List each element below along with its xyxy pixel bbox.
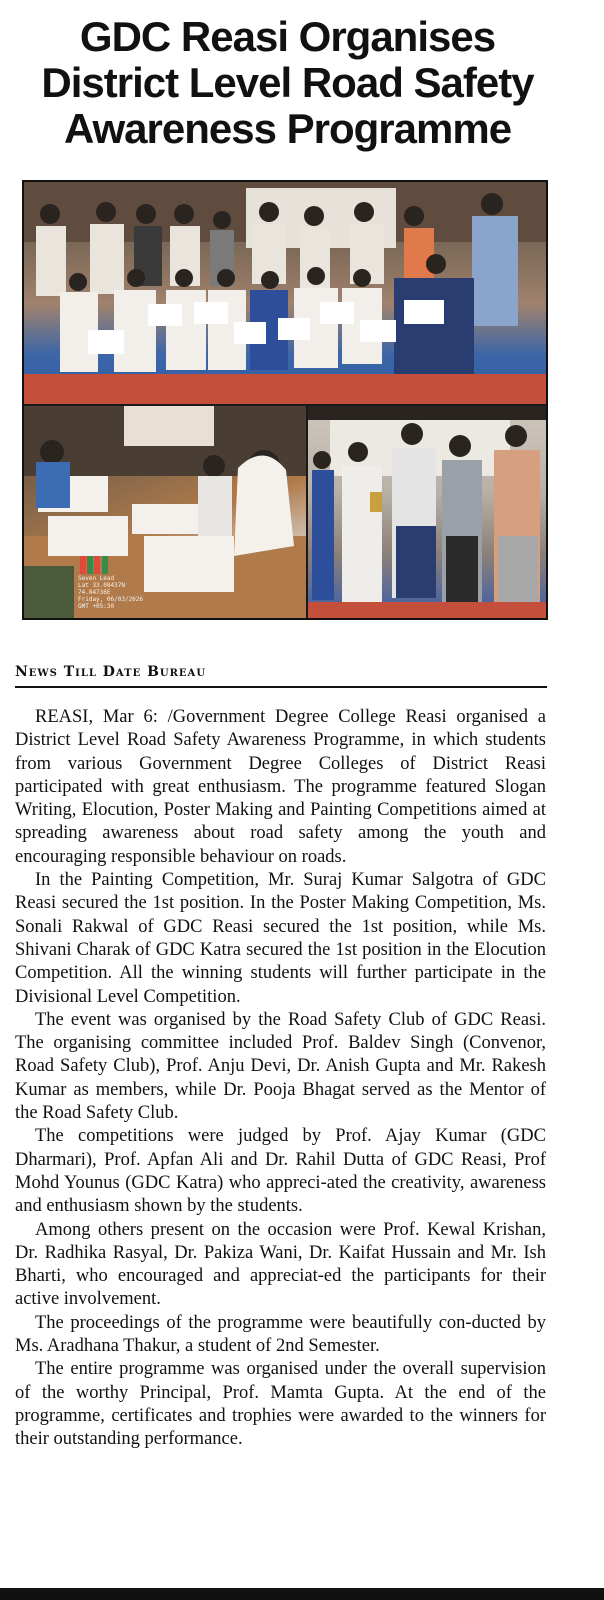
article-paragraph: The proceedings of the programme were beautifully con-ducted by Ms. Aradhana Thakur, a student of 2nd Semester. [15, 1312, 546, 1357]
article-paragraph: REASI, Mar 6: /Government Degree College Reasi organised a District Level Road Safety Awareness Programme, in which students from various Government Degree Colleges of District Reasi participated with great enthusiasm. The programme featured Slogan Writing, Elocution, Poster Making and Painting Competitions aimed at spreading awareness about road safety among the youth and encouraging responsible behaviour on roads. [15, 707, 546, 867]
article-paragraph: In the Painting Competition, Mr. Suraj Kumar Salgotra of GDC Reasi secured the 1st position. In the Poster Making Competition, Ms. Sonali Rakwal of GDC Reasi secured the 1st position, while Ms. Shivani Charak of GDC Katra secured the 1st position in the Elocution Competition. All the winning students will further participate in the Divisional Level Competition. [15, 870, 546, 1007]
article-paragraph: The competitions were judged by Prof. Ajay Kumar (GDC Dharmari), Prof. Apfan Ali and Dr. Rahil Dutta of GDC Reasi, Prof Mohd Younus (GDC Katra) who appreci-ated the creativity, awareness and enthusiasm shown by the students. [15, 1126, 546, 1217]
award-presentation-figures [308, 406, 546, 618]
article-body [15, 706, 546, 1452]
group-photo-figures [24, 182, 546, 404]
drawing-competition-figures [24, 406, 306, 618]
headline-line-1: GDC Reasi Organises [79, 13, 496, 60]
headline-line-3: Awareness Programme [63, 105, 512, 152]
article-paragraph: Among others present on the occasion were Prof. Kewal Krishan, Dr. Radhika Rasyal, Dr. Pakiza Wani, Dr. Kaifat Hussain and Mr. Ish Bharti, who encouraged and appreciat-ed the participants for their active involvement. [15, 1219, 546, 1310]
article-paragraph: The event was organised by the Road Safety Club of GDC Reasi. The organising committee included Prof. Baldev Singh (Convenor, Road Safety Club), Prof. Anju Devi, Dr. Anish Gupta and Mr. Rakesh Kumar as members, while Dr. Pooja Bhagat served as the Mentor of the Road Safety Club. [15, 1009, 546, 1124]
geo-tag-stamp: Seven Lead Lat 33.08437N 74.84736E Friday, 06/03/2026 GMT +05:30 [78, 575, 144, 610]
byline: News Till Date Bureau [15, 664, 207, 680]
page-bottom-border [0, 1588, 604, 1600]
photo-collage [22, 180, 548, 620]
byline-divider [15, 686, 547, 688]
article-paragraph: The entire programme was organised under the overall supervision of the worthy Principal, Prof. Mamta Gupta. At the end of the programme, certificates and trophies were awarded to the winners for their outstanding performance. [15, 1359, 546, 1450]
headline [10, 14, 565, 152]
drawing-competition-photo [24, 406, 306, 618]
headline-line-2: District Level Road Safety [41, 59, 534, 106]
group-photo [24, 182, 546, 404]
award-presentation-photo [308, 406, 546, 618]
